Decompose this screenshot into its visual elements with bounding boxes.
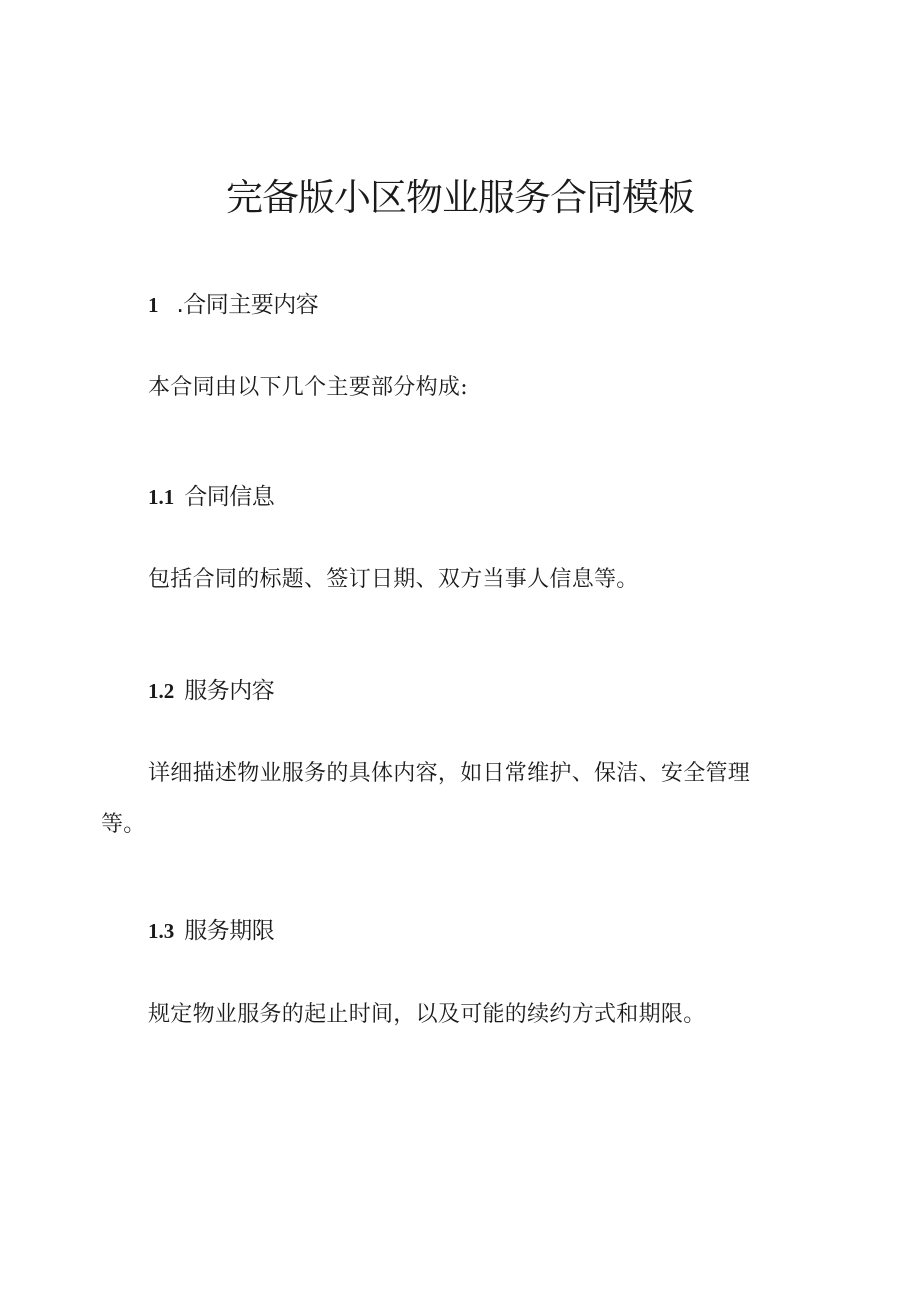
section-number: 1.3 xyxy=(148,919,175,943)
section-paragraph-1: 本合同由以下几个主要部分构成: xyxy=(148,375,468,400)
section-heading-1-2 xyxy=(148,676,274,706)
section-paragraph-1-2-line-1: 详细描述物业服务的具体内容，如日常维护、保洁、安全管理 xyxy=(148,761,751,786)
section-paragraph-1-1: 包括合同的标题、签订日期、双方当事人信息等。 xyxy=(148,567,639,592)
section-heading-1-3 xyxy=(148,916,274,946)
section-title: 合同信息 xyxy=(184,484,275,510)
section-number: 1.1 xyxy=(148,485,175,509)
document-title: 完备版小区物业服务合同模板 xyxy=(226,176,694,219)
section-number: 1.2 xyxy=(148,679,175,703)
section-paragraph-1-2-line-2: 等。 xyxy=(101,812,146,837)
section-paragraph-1-3: 规定物业服务的起止时间，以及可能的续约方式和期限。 xyxy=(148,1002,706,1027)
section-title: .合同主要内容 xyxy=(176,292,319,318)
section-number: 1 xyxy=(148,293,159,317)
section-title: 服务期限 xyxy=(184,918,275,944)
section-title: 服务内容 xyxy=(184,678,275,704)
section-heading-1-1 xyxy=(148,482,274,512)
section-heading-1 xyxy=(148,290,318,320)
